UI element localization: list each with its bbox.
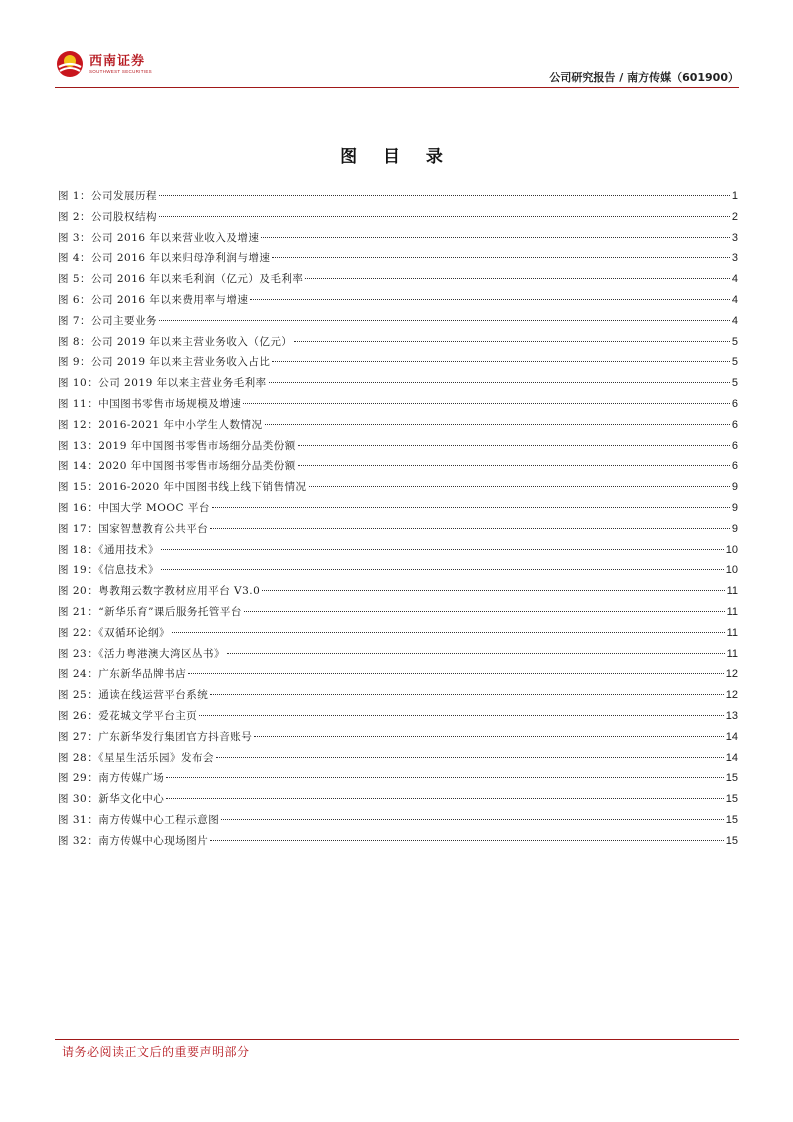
toc-entry-page[interactable]: 10 bbox=[725, 543, 738, 556]
toc-entry-label[interactable]: 图 16：中国大学 MOOC 平台 bbox=[58, 501, 210, 514]
toc-entry-label[interactable]: 图 24：广东新华品牌书店 bbox=[58, 668, 187, 681]
toc-entry-label[interactable]: 图 18：《通用技术》 bbox=[58, 543, 159, 556]
toc-leader-dots bbox=[159, 216, 730, 217]
toc-leader-dots bbox=[210, 528, 730, 529]
toc-leader-dots bbox=[161, 569, 724, 570]
toc-leader-dots bbox=[159, 195, 730, 196]
toc-entry-page[interactable]: 9 bbox=[731, 481, 738, 494]
footer-disclaimer: 请务必阅读正文后的重要声明部分 bbox=[62, 1045, 250, 1059]
toc-entry-page[interactable]: 10 bbox=[725, 564, 738, 577]
toc-leader-dots bbox=[294, 341, 729, 342]
toc-entry-page[interactable]: 5 bbox=[731, 377, 738, 390]
toc-entry-label[interactable]: 图 30：新华文化中心 bbox=[58, 793, 165, 806]
footer-divider bbox=[55, 1039, 739, 1040]
toc-leader-dots bbox=[254, 736, 724, 737]
toc-entry-label[interactable]: 图 27：广东新华发行集团官方抖音账号 bbox=[58, 730, 253, 743]
toc-leader-dots bbox=[298, 465, 730, 466]
toc-entry-page[interactable]: 9 bbox=[731, 501, 738, 514]
toc-entry-label[interactable]: 图 9：公司 2019 年以来主营业务收入占比 bbox=[58, 356, 271, 369]
toc-entry-page[interactable]: 15 bbox=[725, 772, 738, 785]
toc-entry-label[interactable]: 图 28：《星星生活乐园》发布会 bbox=[58, 751, 214, 764]
toc-entry[interactable] bbox=[58, 664, 738, 685]
toc-entry[interactable] bbox=[58, 394, 738, 415]
logo-english-name: SOUTHWEST SECURITIES bbox=[89, 68, 152, 74]
toc-entry[interactable] bbox=[58, 332, 738, 353]
toc-entry[interactable] bbox=[58, 748, 738, 769]
toc-entry-page[interactable]: 11 bbox=[726, 647, 738, 660]
toc-entry-label[interactable]: 图 5：公司 2016 年以来毛利润（亿元）及毛利率 bbox=[58, 273, 304, 286]
toc-leader-dots bbox=[261, 237, 729, 238]
toc-leader-dots bbox=[188, 673, 724, 674]
toc-leader-dots bbox=[250, 299, 729, 300]
toc-entry[interactable] bbox=[58, 789, 738, 810]
toc-entry[interactable] bbox=[58, 290, 738, 311]
toc-entry-page[interactable]: 11 bbox=[726, 626, 738, 639]
toc-entry-label[interactable]: 图 3：公司 2016 年以来营业收入及增速 bbox=[58, 231, 260, 244]
toc-leader-dots bbox=[210, 694, 724, 695]
toc-entry-label[interactable]: 图 15：2016-2020 年中国图书线上线下销售情况 bbox=[58, 481, 307, 494]
toc-entry[interactable] bbox=[58, 311, 738, 332]
toc-entry[interactable] bbox=[58, 540, 738, 561]
toc-entry-label[interactable]: 图 31：南方传媒中心工程示意图 bbox=[58, 813, 220, 826]
page-title: 图 目 录 bbox=[340, 147, 453, 167]
toc-entry[interactable] bbox=[58, 831, 738, 852]
toc-entry-label[interactable]: 图 20：粤教翔云数字教材应用平台 V3.0 bbox=[58, 585, 261, 598]
header-divider bbox=[55, 87, 739, 88]
toc-entry-page[interactable]: 4 bbox=[731, 314, 738, 327]
toc-leader-dots bbox=[305, 278, 729, 279]
toc-entry-label[interactable]: 图 1：公司发展历程 bbox=[58, 190, 158, 202]
toc-entry[interactable] bbox=[58, 415, 738, 436]
toc-leader-dots bbox=[166, 798, 724, 799]
toc-entry-page[interactable]: 15 bbox=[725, 834, 738, 847]
toc-entry[interactable] bbox=[58, 560, 738, 581]
toc-entry[interactable] bbox=[58, 602, 738, 623]
toc-entry-page[interactable]: 14 bbox=[725, 730, 738, 743]
toc-leader-dots bbox=[227, 653, 725, 654]
toc-entry-label[interactable]: 图 14：2020 年中国图书零售市场细分品类份额 bbox=[58, 460, 296, 473]
toc-entry-page[interactable]: 5 bbox=[731, 356, 738, 369]
logo-sun-icon bbox=[55, 49, 85, 79]
toc-leader-dots bbox=[243, 403, 730, 404]
toc-entry-label[interactable]: 图 2：公司股权结构 bbox=[58, 210, 158, 223]
toc-entry-label[interactable]: 图 10：公司 2019 年以来主营业务毛利率 bbox=[58, 377, 267, 390]
report-type-label: 公司研究报告 / 南方传媒（601900） bbox=[549, 71, 739, 84]
toc-entry-page[interactable]: 15 bbox=[725, 793, 738, 806]
toc-entry-label[interactable]: 图 19：《信息技术》 bbox=[58, 564, 159, 577]
toc-entry-label[interactable]: 图 6：公司 2016 年以来费用率与增速 bbox=[58, 293, 249, 306]
toc-entry[interactable] bbox=[58, 581, 738, 602]
toc-entry-page[interactable]: 13 bbox=[725, 709, 738, 722]
toc-leader-dots bbox=[298, 445, 730, 446]
toc-entry[interactable] bbox=[58, 248, 738, 269]
toc-leader-dots bbox=[161, 549, 724, 550]
figure-index-list bbox=[58, 186, 738, 852]
toc-entry-page[interactable]: 6 bbox=[731, 460, 738, 473]
toc-entry-page[interactable]: 1 bbox=[731, 190, 738, 202]
toc-entry-label[interactable]: 图 32：南方传媒中心现场图片 bbox=[58, 834, 209, 847]
toc-entry[interactable] bbox=[58, 477, 738, 498]
toc-entry-page[interactable]: 6 bbox=[731, 439, 738, 452]
toc-entry-label[interactable]: 图 12：2016-2021 年中小学生人数情况 bbox=[58, 418, 263, 431]
toc-entry[interactable] bbox=[58, 623, 738, 644]
toc-leader-dots bbox=[159, 320, 730, 321]
toc-leader-dots bbox=[272, 361, 729, 362]
toc-entry[interactable] bbox=[58, 644, 738, 665]
toc-leader-dots bbox=[262, 590, 724, 591]
toc-leader-dots bbox=[272, 257, 729, 258]
toc-entry[interactable] bbox=[58, 498, 738, 519]
toc-leader-dots bbox=[166, 777, 724, 778]
toc-entry[interactable] bbox=[58, 207, 738, 228]
toc-leader-dots bbox=[265, 424, 730, 425]
toc-leader-dots bbox=[221, 819, 724, 820]
toc-entry-label[interactable]: 图 17：国家智慧教育公共平台 bbox=[58, 522, 209, 535]
toc-entry-label[interactable]: 图 7：公司主要业务 bbox=[58, 314, 158, 327]
toc-entry[interactable] bbox=[58, 519, 738, 540]
toc-entry-page[interactable]: 4 bbox=[731, 293, 738, 306]
toc-leader-dots bbox=[172, 632, 725, 633]
toc-entry[interactable] bbox=[58, 436, 738, 457]
logo-chinese-name: 西南证券 bbox=[89, 53, 146, 69]
toc-entry-page[interactable]: 4 bbox=[731, 273, 738, 286]
toc-entry-page[interactable]: 5 bbox=[731, 335, 738, 348]
brand-logo bbox=[55, 44, 152, 84]
toc-entry-label[interactable]: 图 21：“新华乐育”课后服务托管平台 bbox=[58, 605, 242, 618]
toc-entry-page[interactable]: 6 bbox=[731, 418, 738, 431]
toc-entry-label[interactable]: 图 25：通读在线运营平台系统 bbox=[58, 689, 209, 702]
toc-entry[interactable] bbox=[58, 373, 738, 394]
toc-entry-page[interactable]: 2 bbox=[731, 210, 738, 223]
toc-entry-label[interactable]: 图 22：《双循环论纲》 bbox=[58, 626, 170, 639]
toc-entry-page[interactable]: 12 bbox=[725, 689, 738, 702]
toc-entry[interactable] bbox=[58, 352, 738, 373]
toc-entry-page[interactable]: 6 bbox=[731, 397, 738, 410]
toc-leader-dots bbox=[216, 757, 724, 758]
toc-entry-page[interactable]: 12 bbox=[725, 668, 738, 681]
toc-entry[interactable] bbox=[58, 706, 738, 727]
toc-entry-label[interactable]: 图 26：爱花城文学平台主页 bbox=[58, 709, 198, 722]
toc-entry-label[interactable]: 图 11：中国图书零售市场规模及增速 bbox=[58, 397, 242, 410]
toc-leader-dots bbox=[210, 840, 724, 841]
toc-entry-page[interactable]: 3 bbox=[731, 231, 738, 244]
toc-entry[interactable] bbox=[58, 456, 738, 477]
toc-leader-dots bbox=[244, 611, 725, 612]
toc-leader-dots bbox=[199, 715, 724, 716]
toc-entry-label[interactable]: 图 8：公司 2019 年以来主营业务收入（亿元） bbox=[58, 335, 293, 348]
toc-entry-label[interactable]: 图 13：2019 年中国图书零售市场细分品类份额 bbox=[58, 439, 296, 452]
toc-entry[interactable] bbox=[58, 810, 738, 831]
toc-leader-dots bbox=[309, 486, 730, 487]
toc-leader-dots bbox=[212, 507, 730, 508]
toc-entry-label[interactable]: 图 23：《活力粤港澳大湾区丛书》 bbox=[58, 647, 225, 660]
toc-entry[interactable] bbox=[58, 269, 738, 290]
page-header bbox=[55, 44, 739, 90]
toc-entry[interactable] bbox=[58, 727, 738, 748]
toc-entry-page[interactable]: 3 bbox=[731, 252, 738, 265]
toc-entry-page[interactable]: 9 bbox=[731, 522, 738, 535]
toc-entry-page[interactable]: 11 bbox=[726, 605, 738, 618]
toc-entry[interactable] bbox=[58, 768, 738, 789]
toc-entry-label[interactable]: 图 4：公司 2016 年以来归母净利润与增速 bbox=[58, 252, 271, 265]
toc-entry-label[interactable]: 图 29：南方传媒广场 bbox=[58, 772, 165, 785]
toc-entry-page[interactable]: 14 bbox=[725, 751, 738, 764]
toc-entry[interactable] bbox=[58, 685, 738, 706]
toc-entry-page[interactable]: 15 bbox=[725, 813, 738, 826]
toc-entry[interactable] bbox=[58, 228, 738, 249]
toc-entry[interactable] bbox=[58, 186, 738, 207]
toc-leader-dots bbox=[269, 382, 730, 383]
toc-entry-page[interactable]: 11 bbox=[726, 585, 738, 598]
